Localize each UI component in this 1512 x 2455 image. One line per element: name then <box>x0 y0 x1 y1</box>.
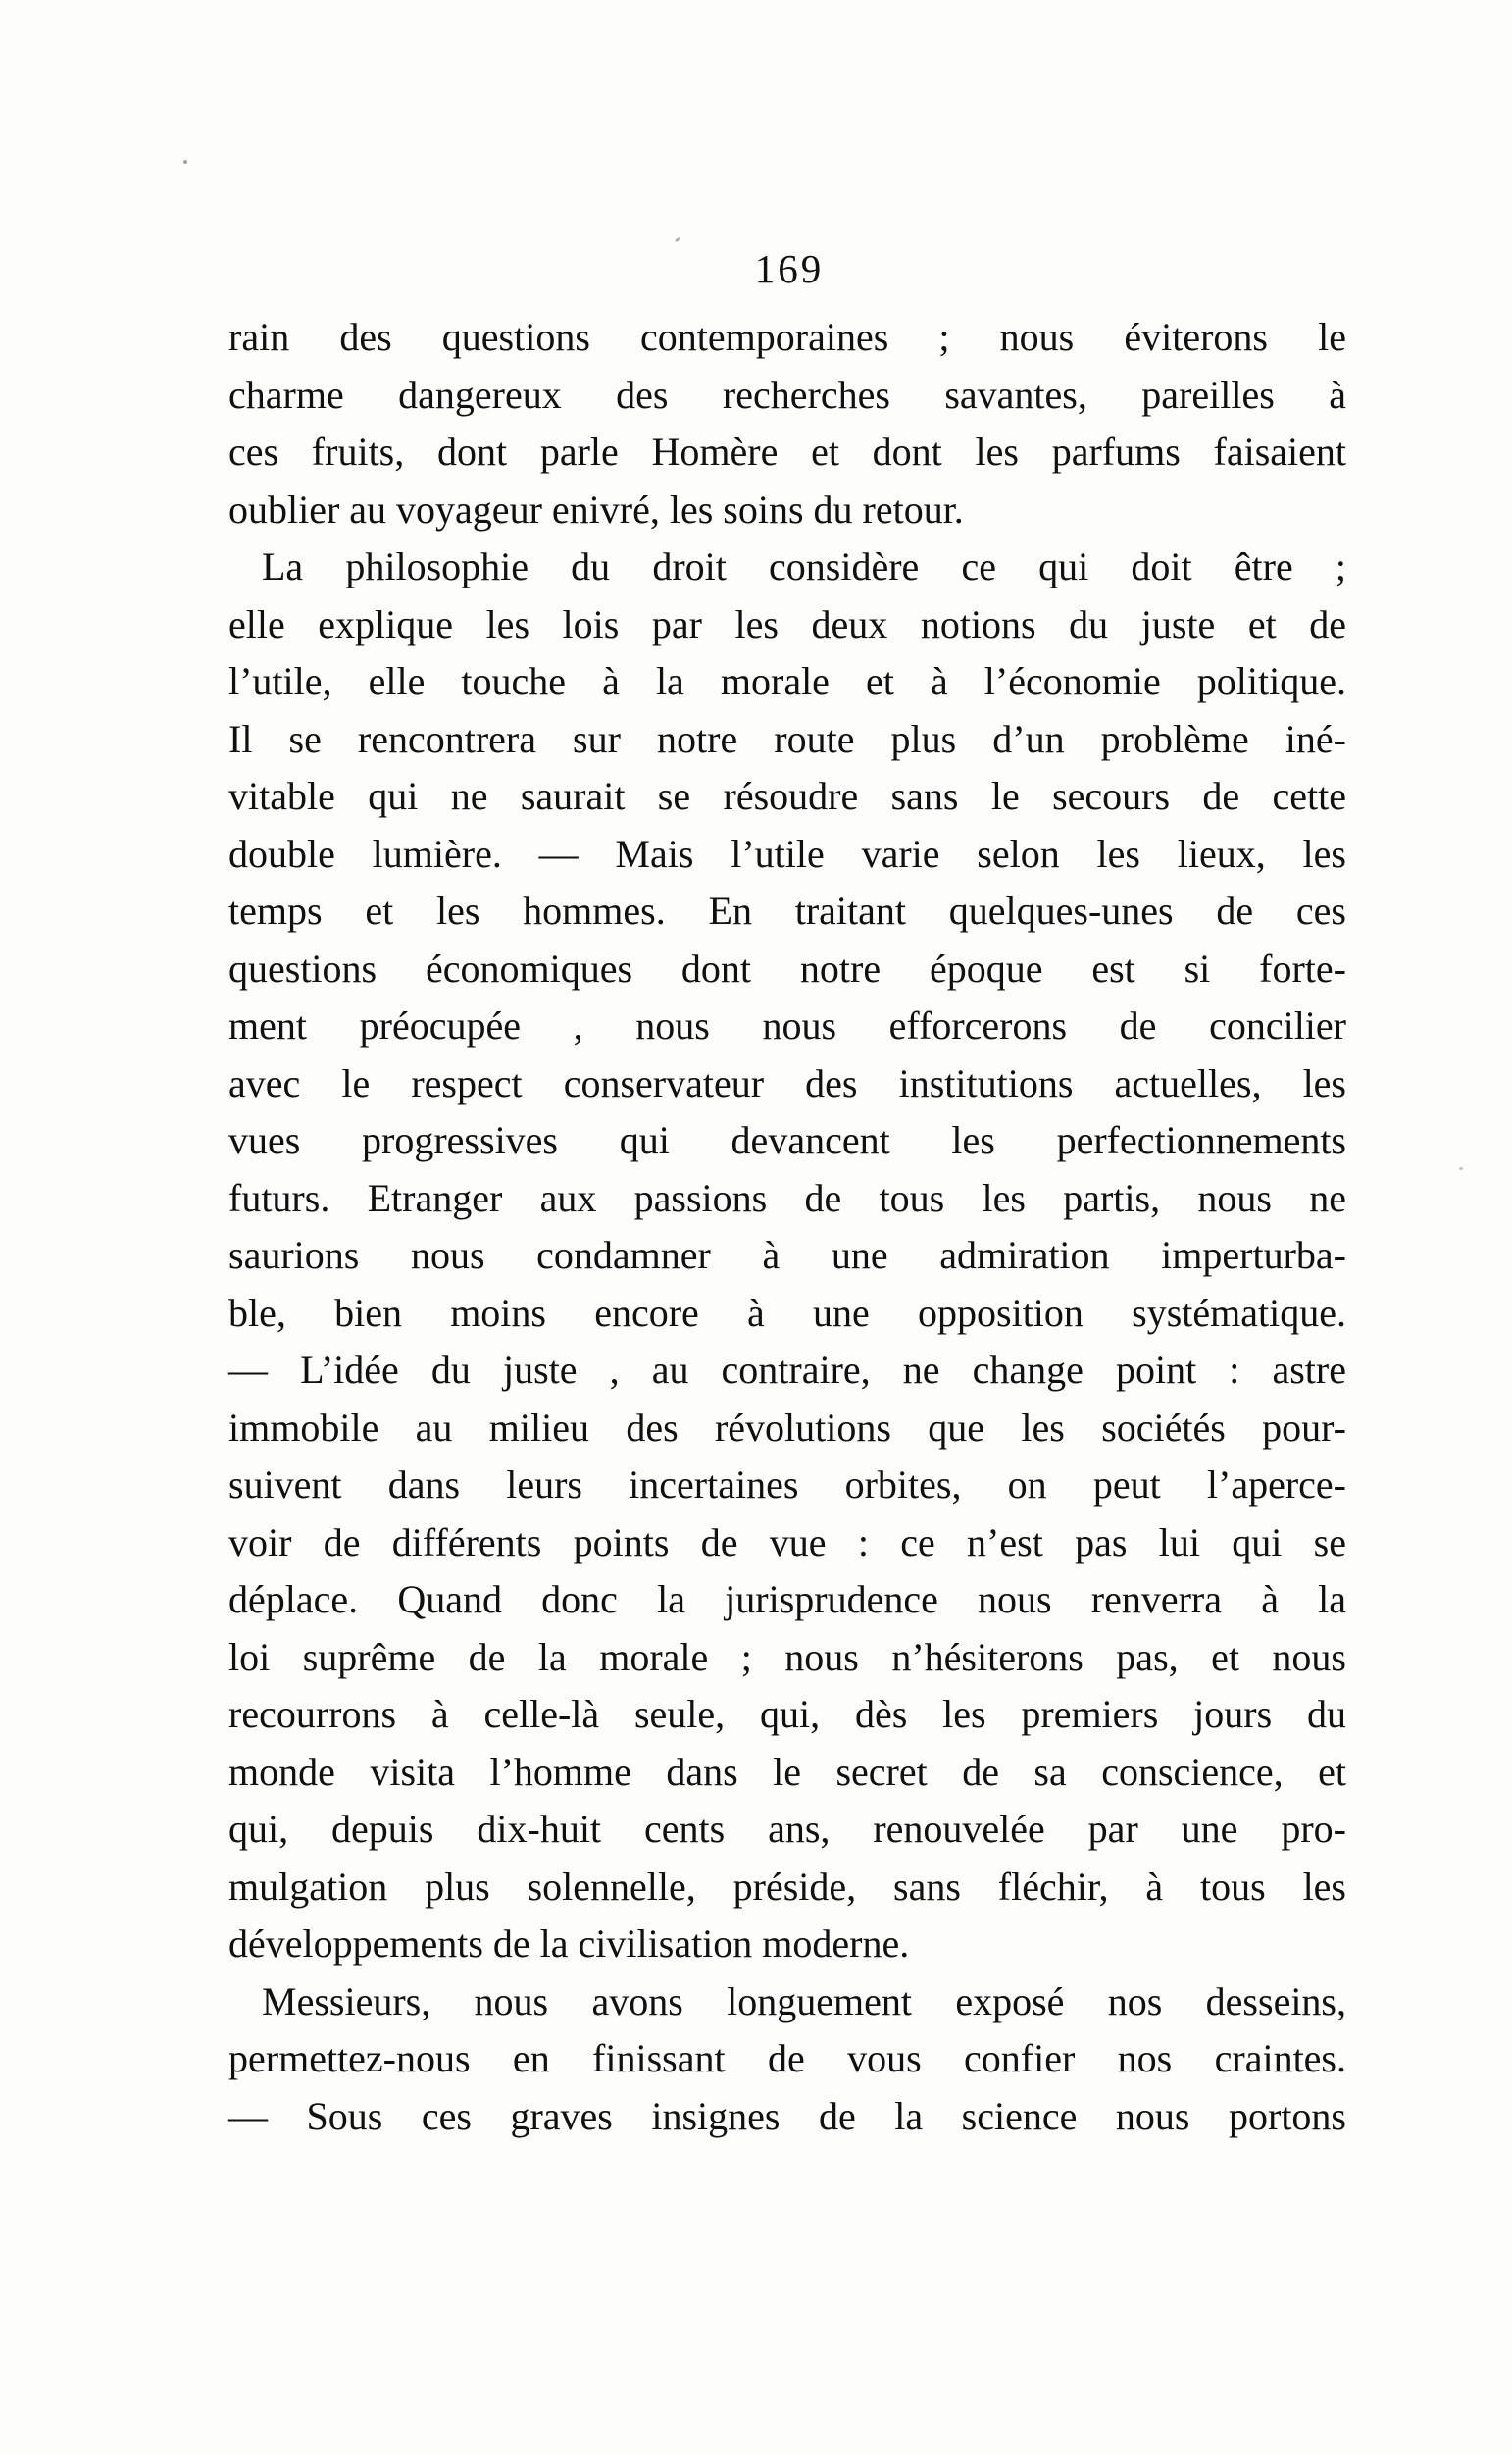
text-line: — Sous ces graves insignes de la science nous portons <box>228 2093 1346 2138</box>
text-line: suivent dans leurs incertaines orbites, on peut l’aperce- <box>228 1462 1346 1507</box>
text-line: ble, bien moins encore à une opposition systématique. <box>228 1290 1346 1335</box>
text-line: vues progressives qui devancent les perfectionnements <box>228 1118 1346 1162</box>
scan-speck <box>675 237 681 243</box>
text-line: voir de différents points de vue : ce n’est pas lui qui se <box>228 1519 1346 1564</box>
text-line: Il se rencontrera sur notre route plus d’un problème iné- <box>228 716 1346 761</box>
text-line: qui, depuis dix-huit cents ans, renouvelée par une pro- <box>228 1807 1346 1851</box>
text-line: vitable qui ne saurait se résoudre sans le secours de cette <box>228 774 1346 818</box>
scan-speck <box>183 160 187 164</box>
text-line: futurs. Etranger aux passions de tous les partis, nous ne <box>228 1175 1346 1220</box>
text-line: mulgation plus solennelle, préside, sans fléchir, à tous les <box>228 1864 1346 1909</box>
text-line: l’utile, elle touche à la morale et à l’économie politique. <box>228 659 1346 703</box>
text-line: rain des questions contemporaines ; nous éviterons le <box>228 315 1346 359</box>
scan-speck <box>1459 1167 1463 1170</box>
text-line: ces fruits, dont parle Homère et dont les parfums faisaient <box>228 430 1346 474</box>
text-line: recourrons à celle-là seule, qui, dès les premiers jours du <box>228 1692 1346 1736</box>
text-line: oublier au voyageur enivré, les soins du retour. <box>228 486 964 532</box>
text-line: questions économiques dont notre époque est si forte- <box>228 946 1346 991</box>
text-line: développements de la civilisation moderne. <box>228 1921 910 1966</box>
text-line: permettez-nous en finissant de vous confier nos craintes. <box>228 2036 1346 2080</box>
text-line: saurions nous condamner à une admiration imperturba- <box>228 1233 1346 1277</box>
page-number: 169 <box>754 246 825 291</box>
text-line: immobile au milieu des révolutions que les sociétés pour- <box>228 1405 1346 1450</box>
text-line: charme dangereux des recherches savantes, pareilles à <box>228 372 1346 417</box>
body-text-column <box>228 309 1346 2145</box>
text-line: ment préocupée , nous nous efforcerons de concilier <box>228 1003 1346 1048</box>
text-line: temps et les hommes. En traitant quelques-unes de ces <box>228 889 1346 933</box>
text-line: Messieurs, nous avons longuement exposé nos desseins, <box>262 1978 1346 2023</box>
text-line: loi suprême de la morale ; nous n’hésiterons pas, et nous <box>228 1634 1346 1679</box>
text-line: monde visita l’homme dans le secret de sa conscience, et <box>228 1749 1346 1794</box>
text-line: elle explique les lois par les deux notions du juste et de <box>228 601 1346 646</box>
text-line: La philosophie du droit considère ce qui doit être ; <box>262 544 1346 588</box>
text-line: déplace. Quand donc la jurisprudence nous renverra à la <box>228 1577 1346 1621</box>
text-line: — L’idée du juste , au contraire, ne change point : astre <box>228 1348 1346 1392</box>
text-line: avec le respect conservateur des institutions actuelles, les <box>228 1060 1346 1105</box>
text-line: double lumière. — Mais l’utile varie selon les lieux, les <box>228 831 1346 876</box>
